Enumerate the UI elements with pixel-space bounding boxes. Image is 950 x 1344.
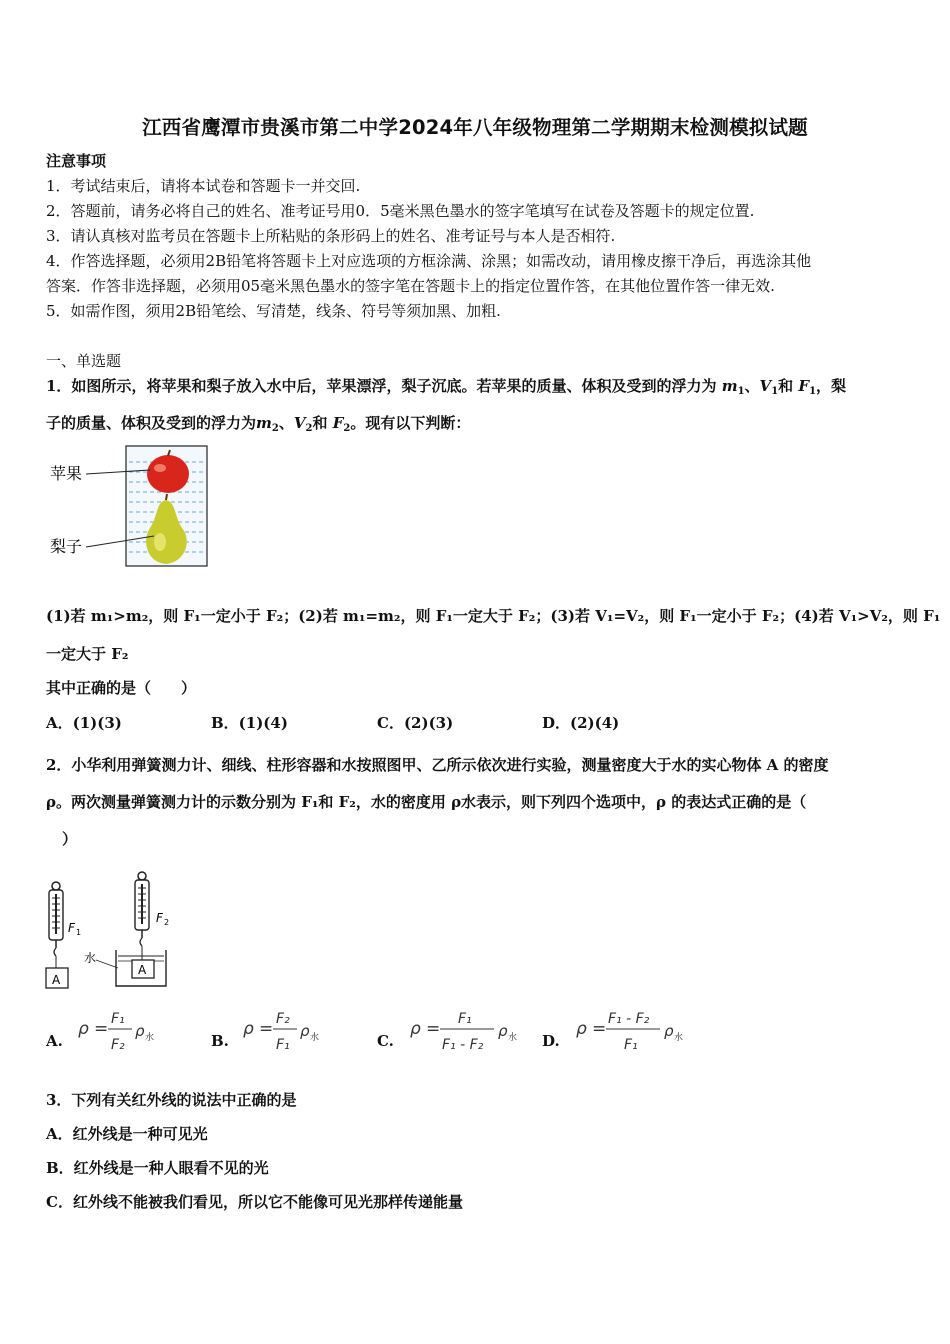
notes-heading: 注意事项 bbox=[46, 152, 107, 170]
q2-option-a[interactable]: A. bbox=[46, 1032, 63, 1050]
q3-option-a[interactable]: A．红外线是一种可见光 bbox=[46, 1125, 208, 1143]
water-label: 水 bbox=[84, 951, 97, 965]
q3-option-b[interactable]: B．红外线是一种人眼看不见的光 bbox=[46, 1159, 269, 1177]
svg-text:F₁ - F₂: F₁ - F₂ bbox=[442, 1037, 484, 1053]
q1-ask: 其中正确的是（ ） bbox=[46, 679, 197, 697]
spring-scale-icon bbox=[135, 872, 149, 946]
svg-text:ρ: ρ bbox=[78, 1019, 89, 1039]
svg-text:F₁: F₁ bbox=[458, 1011, 472, 1027]
f2-label-sub: 2 bbox=[164, 918, 170, 927]
svg-text:=: = bbox=[94, 1019, 109, 1039]
f2-label: F bbox=[156, 911, 163, 925]
svg-text:F₁ - F₂: F₁ - F₂ bbox=[608, 1011, 650, 1027]
q1-option-c[interactable]: C．(2)(3) bbox=[377, 714, 454, 732]
svg-text:F₁: F₁ bbox=[111, 1011, 125, 1027]
svg-text:ρ: ρ bbox=[300, 1022, 310, 1040]
svg-text:水: 水 bbox=[508, 1033, 518, 1043]
page-title: 江西省鹰潭市贵溪市第二中学2024年八年级物理第二学期期末检测模拟试题 bbox=[142, 116, 808, 139]
q2-option-b[interactable]: B. bbox=[211, 1032, 229, 1050]
apple-label: 苹果 bbox=[50, 464, 83, 483]
svg-text:水: 水 bbox=[145, 1033, 155, 1043]
note-item: 4．作答选择题，必须用2B铅笔将答题卡上对应选项的方框涂满、涂黑；如需改动，请用橡皮擦干净后，再选涂其他 bbox=[46, 252, 812, 270]
q1-stem-line1: 1．如图所示，将苹果和梨子放入水中后，苹果漂浮，梨子沉底。若苹果的质量、体积及受到的浮力为 $m_1$、$V_1$和 $F_1$，梨 bbox=[46, 377, 847, 397]
q2-stem-line2: ρ。两次测量弹簧测力计的示数分别为 F₁和 F₂，水的密度用 ρ水表示，则下列四个选项中，ρ 的表达式正确的是（ bbox=[46, 793, 807, 811]
q2-option-c[interactable]: C. bbox=[377, 1032, 394, 1050]
svg-text:ρ: ρ bbox=[664, 1022, 674, 1040]
q2-option-d[interactable]: D. bbox=[542, 1032, 560, 1050]
svg-text:水: 水 bbox=[310, 1033, 320, 1043]
q1-stem-line2: 子的质量、体积及受到的浮力为$m_2$、$V_2$和 $F_2$。现有以下判断： bbox=[46, 414, 471, 434]
svg-text:ρ: ρ bbox=[410, 1019, 421, 1039]
svg-text:水: 水 bbox=[674, 1033, 684, 1043]
q3-stem: 3．下列有关红外线的说法中正确的是 bbox=[46, 1091, 297, 1109]
svg-text:ρ: ρ bbox=[576, 1019, 587, 1039]
svg-text:F₁: F₁ bbox=[624, 1037, 638, 1053]
section-heading: 一、单选题 bbox=[46, 352, 122, 370]
formula-b bbox=[235, 1002, 325, 1058]
f1-label: F bbox=[68, 921, 75, 935]
note-item: 答案．作答非选择题，必须用05毫米黑色墨水的签字笔在答题卡上的指定位置作答，在其他位置作答一律无效. bbox=[46, 277, 775, 295]
q1-option-d[interactable]: D．(2)(4) bbox=[542, 714, 620, 732]
note-item: 2．答题前，请务必将自己的姓名、准考证号用0．5毫米黑色墨水的签字笔填写在试卷及答题卡的规定位置. bbox=[46, 202, 755, 220]
spring-scale-icon bbox=[49, 882, 63, 956]
q1-option-a[interactable]: A．(1)(3) bbox=[46, 714, 122, 732]
note-item: 1．考试结束后，请将本试卷和答题卡一并交回. bbox=[46, 177, 361, 195]
note-item: 3．请认真核对监考员在答题卡上所粘贴的条形码上的姓名、准考证号与本人是否相符. bbox=[46, 227, 616, 245]
q2-stem-line1: 2．小华利用弹簧测力计、细线、柱形容器和水按照图甲、乙所示依次进行实验，测量密度大于水的实心物体 A 的密度 bbox=[46, 756, 829, 774]
svg-text:F₂: F₂ bbox=[276, 1011, 290, 1027]
f1-label-sub: 1 bbox=[76, 928, 82, 937]
svg-text:F₂: F₂ bbox=[111, 1037, 125, 1053]
q1-statements-line1: (1)若 m₁>m₂，则 F₁一定小于 F₂；(2)若 m₁=m₂，则 F₁一定大于 F₂；(3)若 V₁=V₂，则 F₁一定小于 F₂；(4)若 V₁>V₂，则 F₁ bbox=[46, 607, 941, 625]
note-item: 5．如需作图，须用2B铅笔绘、写清楚，线条、符号等须加黑、加粗. bbox=[46, 302, 501, 320]
q3-option-c[interactable]: C．红外线不能被我们看见，所以它不能像可见光那样传递能量 bbox=[46, 1193, 463, 1211]
formula-a bbox=[70, 1002, 160, 1058]
spring-scale-figure bbox=[40, 868, 190, 998]
svg-text:F₁: F₁ bbox=[276, 1037, 290, 1053]
fruit-in-water-figure bbox=[46, 440, 216, 572]
pear-label: 梨子 bbox=[50, 537, 83, 556]
svg-text:=: = bbox=[259, 1019, 274, 1039]
object-a-label: A bbox=[52, 973, 61, 987]
formula-c bbox=[402, 1002, 532, 1058]
q1-option-b[interactable]: B．(1)(4) bbox=[211, 714, 288, 732]
svg-text:=: = bbox=[426, 1019, 441, 1039]
svg-text:ρ: ρ bbox=[498, 1022, 508, 1040]
object-a-label: A bbox=[138, 963, 147, 977]
formula-d bbox=[568, 1002, 698, 1058]
svg-text:=: = bbox=[592, 1019, 607, 1039]
q2-stem-line3: ） bbox=[62, 830, 78, 848]
svg-text:ρ: ρ bbox=[243, 1019, 254, 1039]
q1-statements-line2: 一定大于 F₂ bbox=[46, 645, 129, 663]
svg-text:ρ: ρ bbox=[135, 1022, 145, 1040]
